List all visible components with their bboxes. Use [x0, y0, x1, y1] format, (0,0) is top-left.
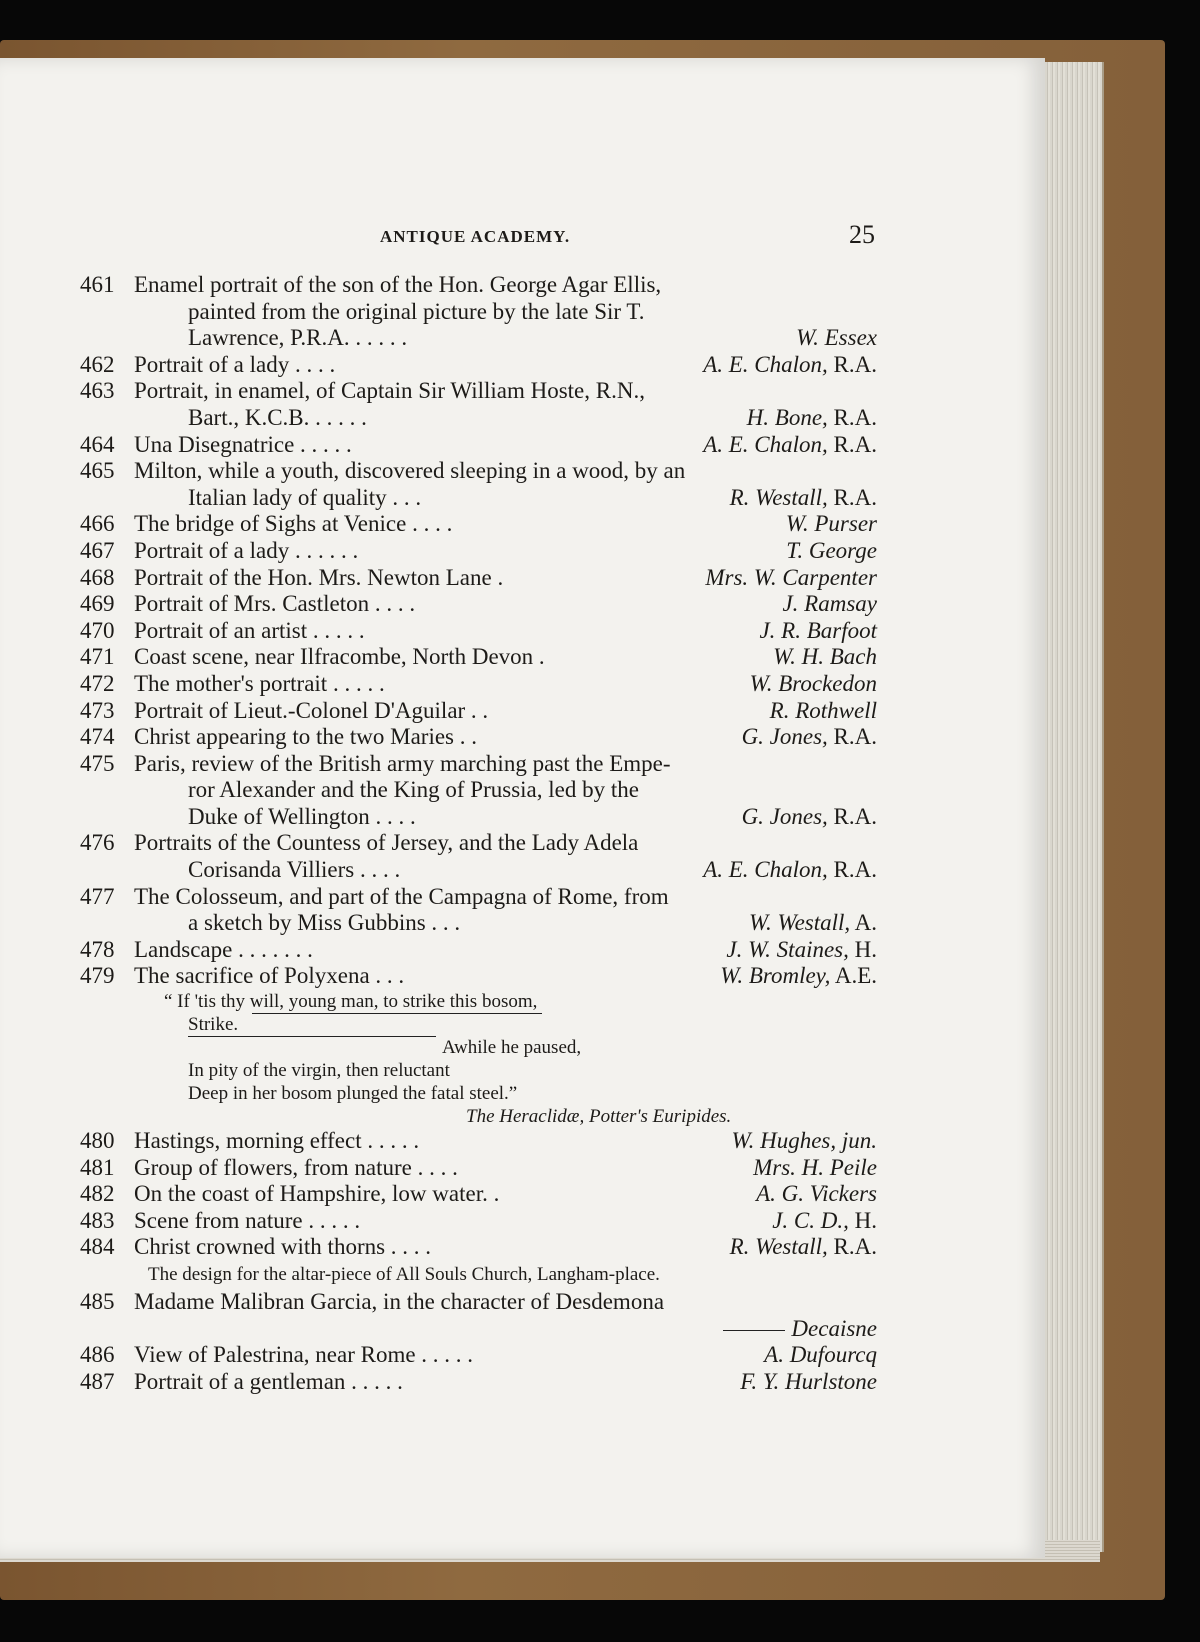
entry-title: Enamel portrait of the son of the Hon. George Agar Ellis,: [134, 272, 662, 297]
entries-486-487: [80, 1342, 877, 1395]
quote-line: Strike.: [188, 1014, 239, 1036]
catalogue-entry: [80, 378, 877, 405]
catalogue-entry: [80, 591, 877, 618]
entry-artist: T. George: [786, 537, 877, 563]
entry-artist: R. Rothwell: [769, 697, 877, 723]
entry-title: The bridge of Sighs at Venice . . . .: [134, 511, 453, 537]
catalogue-entry: [80, 1369, 877, 1396]
entry-artist: Decaisne: [723, 1316, 877, 1343]
catalogue-entry: [80, 830, 877, 857]
entry-title: Portraits of the Countess of Jersey, and the Lady Adela: [134, 830, 639, 856]
entry-title: Portrait of a lady . . . . . .: [134, 537, 359, 563]
entry-number: 475: [80, 750, 115, 776]
entry-artist: Mrs. W. Carpenter: [705, 564, 877, 590]
entry-title: View of Palestrina, near Rome . . . . .: [134, 1342, 474, 1368]
entry-title: Italian lady of quality . . .: [188, 484, 422, 510]
catalogue-entry: [80, 751, 877, 778]
catalogue-entry: [80, 937, 877, 964]
catalogue-entry: [80, 884, 877, 911]
entry-number: 483: [80, 1207, 115, 1233]
entry-artist: W. Westall, A.: [748, 910, 877, 936]
entry-number: 481: [80, 1154, 115, 1180]
entry-artist: W. Bromley, A.E.: [720, 963, 877, 989]
entry-artist: G. Jones, R.A.: [741, 803, 877, 829]
catalogue-entry: [80, 1289, 877, 1316]
quote-rule: [188, 1036, 436, 1037]
artist-dash: [723, 1330, 785, 1331]
catalogue-entry: [80, 538, 877, 565]
entry-note: The design for the altar-piece of All Souls Church, Langham-place.: [148, 1264, 660, 1285]
entry-number: 473: [80, 697, 115, 723]
catalogue-entry-continuation: [80, 299, 877, 326]
catalogue-entry: [80, 1342, 877, 1369]
quote-source: The Heraclidæ, Potter's Euripides.: [466, 1106, 732, 1128]
catalogue-entries: [80, 272, 877, 1395]
quote-line: Awhile he paused,: [442, 1037, 582, 1059]
catalogue-entry: [80, 1234, 877, 1261]
entry-number: 466: [80, 511, 115, 537]
entry-number: 477: [80, 883, 115, 909]
entry-number: 469: [80, 591, 115, 617]
catalogue-entry: [80, 1208, 877, 1235]
entry-number: 485: [80, 1289, 115, 1314]
entry-artist: W. Purser: [785, 511, 877, 537]
catalogue-entry-continuation: [80, 857, 877, 884]
entry-title: Portrait, in enamel, of Captain Sir William Hoste, R.N.,: [134, 378, 645, 404]
entry-title: Portrait of Mrs. Castleton . . . .: [134, 591, 416, 617]
entry-title: Hastings, morning effect . . . . .: [134, 1128, 420, 1154]
quote-line: Deep in her bosom plunged the fatal steel.”: [188, 1083, 518, 1105]
quote-line: In pity of the virgin, then reluctant: [188, 1060, 450, 1082]
entry-artist: A. Dufourcq: [764, 1342, 877, 1368]
catalogue-entry: [80, 963, 877, 990]
entry-number: 462: [80, 351, 115, 377]
page-number: 25: [849, 220, 875, 249]
entries-461-479: [80, 272, 877, 990]
entry-number: 465: [80, 458, 115, 484]
entries-480-484: [80, 1128, 877, 1261]
catalogue-entry: [80, 1155, 877, 1182]
entry-number: 471: [80, 644, 115, 670]
catalogue-entry: [80, 432, 877, 459]
entry-number: 478: [80, 936, 115, 962]
entry-number: 464: [80, 431, 115, 457]
entry-title: Una Disegnatrice . . . . .: [134, 431, 352, 457]
entry-number: 463: [80, 378, 115, 404]
catalogue-entry: [80, 272, 877, 299]
entry-artist: W. Hughes, jun.: [731, 1128, 877, 1154]
entry-title: Coast scene, near Ilfracombe, North Devon .: [134, 644, 545, 670]
catalogue-entry: [80, 1128, 877, 1155]
entry-artist: J. W. Staines, H.: [726, 936, 877, 962]
entry-title: On the coast of Hampshire, low water. .: [134, 1181, 500, 1207]
entry-title: Portrait of an artist . . . . .: [134, 617, 365, 643]
catalogue-entry-continuation: [80, 804, 877, 831]
entry-artist: J. R. Barfoot: [759, 617, 877, 643]
catalogue-entry: [80, 565, 877, 592]
entry-number: 467: [80, 537, 115, 563]
entry-artist: R. Westall, R.A.: [729, 484, 877, 510]
entry-number: 479: [80, 963, 115, 989]
entry-title: The sacrifice of Polyxena . . .: [134, 963, 405, 989]
poem-quotation: [80, 990, 877, 1128]
quote-rule: [252, 1013, 542, 1014]
catalogue-entry: [80, 511, 877, 538]
entry-title: Lawrence, P.R.A. . . . . .: [188, 325, 408, 351]
entry-number: 486: [80, 1342, 115, 1368]
catalogue-entry: [80, 352, 877, 379]
catalogue-entry-continuation: [80, 1316, 877, 1343]
entry-number: 487: [80, 1368, 115, 1394]
entry-title: Duke of Wellington . . . .: [188, 803, 416, 829]
entry-artist: G. Jones, R.A.: [741, 724, 877, 750]
entry-title: ror Alexander and the King of Prussia, led by the: [188, 777, 639, 803]
entry-artist: Mrs. H. Peile: [753, 1154, 877, 1180]
running-head: ANTIQUE ACADEMY.: [380, 227, 571, 246]
quote-line: “ If 'tis thy will, young man, to strike this bosom,: [164, 991, 538, 1013]
entry-title: Portrait of Lieut.-Colonel D'Aguilar . .: [134, 697, 489, 723]
entry-title: Milton, while a youth, discovered sleeping in a wood, by an: [134, 458, 686, 484]
entry-title: The mother's portrait . . . . .: [134, 670, 385, 696]
catalogue-entry-continuation: [80, 325, 877, 352]
entry-artist: H. Bone, R.A.: [746, 404, 877, 430]
entry-title: Portrait of a lady . . . .: [134, 351, 336, 377]
entry-number: 470: [80, 617, 115, 643]
catalogue-entry-continuation: [80, 405, 877, 432]
entry-number: 480: [80, 1128, 115, 1154]
entry-title: Bart., K.C.B. . . . . .: [188, 404, 367, 430]
catalogue-entry-continuation: [80, 777, 877, 804]
entry-artist: A. E. Chalon, R.A.: [703, 857, 877, 883]
catalogue-entry: [80, 724, 877, 751]
entry-artist: J. Ramsay: [782, 591, 877, 617]
entry-artist: A. G. Vickers: [756, 1181, 877, 1207]
entry-artist: F. Y. Hurlstone: [740, 1368, 877, 1394]
entry-artist: W. Essex: [796, 325, 877, 351]
entry-artist: W. H. Bach: [773, 644, 877, 670]
entry-artist: R. Westall, R.A.: [729, 1234, 877, 1260]
entry-number: 468: [80, 564, 115, 590]
catalogue-entry: [80, 671, 877, 698]
entry-title: Paris, review of the British army marching past the Empe-: [134, 750, 671, 776]
entry-title: Portrait of the Hon. Mrs. Newton Lane .: [134, 564, 504, 590]
entry-title: Christ crowned with thorns . . . .: [134, 1234, 432, 1260]
entry-title: Group of flowers, from nature . . . .: [134, 1154, 458, 1180]
entry-number: 484: [80, 1234, 115, 1260]
entry-artist: J. C. D., H.: [772, 1207, 877, 1233]
entry-title: The Colosseum, and part of the Campagna of Rome, from: [134, 883, 669, 909]
catalogue-entry-continuation: [80, 485, 877, 512]
catalogue-entry: [80, 1181, 877, 1208]
entry-number: 472: [80, 670, 115, 696]
catalogue-entry: [80, 618, 877, 645]
entry-artist: W. Brockedon: [749, 670, 877, 696]
entry-number: 474: [80, 724, 115, 750]
entry-title: Corisanda Villiers . . . .: [188, 857, 401, 883]
catalogue-entry-continuation: [80, 910, 877, 937]
catalogue-entry: [80, 644, 877, 671]
entry-number: 476: [80, 830, 115, 856]
page-header: [80, 222, 875, 252]
entry-title: Scene from nature . . . . .: [134, 1207, 361, 1233]
entry-artist: A. E. Chalon, R.A.: [703, 351, 877, 377]
entry-artist: A. E. Chalon, R.A.: [703, 431, 877, 457]
entry-title: painted from the original picture by the late Sir T.: [188, 298, 645, 324]
entry-title: Landscape . . . . . . .: [134, 936, 313, 962]
entry-title: Portrait of a gentleman . . . . .: [134, 1368, 403, 1394]
catalogue-entry: [80, 698, 877, 725]
catalogue-entry: [80, 458, 877, 485]
entry-title: a sketch by Miss Gubbins . . .: [188, 910, 461, 936]
entry-number: 482: [80, 1181, 115, 1207]
entry-number: 461: [80, 272, 115, 297]
entry-title: Madame Malibran Garcia, in the character of Desdemona: [134, 1289, 665, 1314]
entry-title: Christ appearing to the two Maries . .: [134, 724, 478, 750]
